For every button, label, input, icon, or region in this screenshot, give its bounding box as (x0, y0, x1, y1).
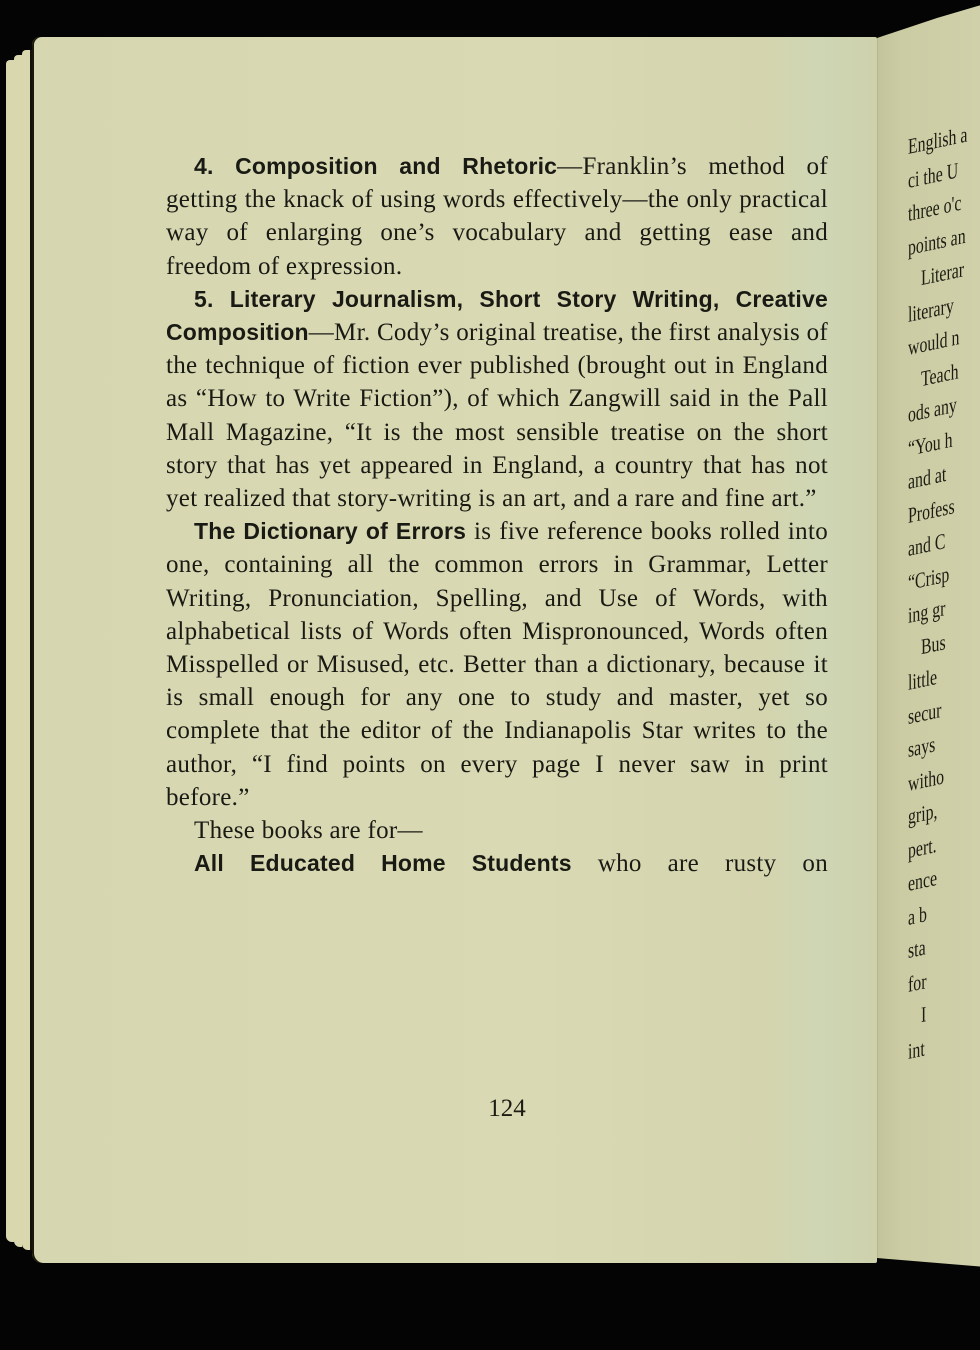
paragraph-body: —Mr. Cody’s original treatise, the first analysis of the technique of fiction ever published (brought out in England as “How to Write Fiction”), of which Zangwill said in the Pall Mall Magazine, “It is the most sensible treatise on the short story that has yet appeared in England, a country that has not yet realized that story-writing is an art, and a rare and fine art.” (166, 319, 828, 513)
right-page-line: grip, (908, 797, 938, 829)
paragraph-these-books (166, 814, 828, 847)
right-page-line: English a (908, 121, 968, 159)
right-page-line: sta (908, 934, 926, 963)
paragraph-body: who are rusty on (571, 850, 829, 878)
paragraph-heading: The Dictionary of Errors (194, 518, 467, 545)
right-page-line: int (908, 1034, 925, 1064)
paragraph-heading: 4. Composition and Rhetoric (194, 153, 558, 179)
right-page-line: ci the U (908, 156, 959, 193)
right-page-line: Profess (908, 492, 955, 528)
right-page-line: would n (908, 324, 960, 360)
right-page-line: and at (908, 460, 947, 494)
right-page-line: Bus (920, 628, 946, 659)
right-page-line: “Crisp (908, 560, 950, 595)
right-page-line: pert. (908, 831, 937, 863)
right-page-line: ods any (908, 391, 957, 427)
page-number: 124 (488, 1095, 526, 1122)
paragraph-body: These books are for— (194, 817, 423, 845)
left-page-text (166, 150, 828, 880)
paragraph-home-students (166, 847, 828, 880)
right-page-line: ing gr (908, 595, 946, 628)
right-page-text-fragment (908, 112, 980, 1068)
paragraph-composition-rhetoric (166, 150, 828, 283)
right-page-line: “You h (908, 426, 953, 461)
right-page-line: I (920, 1001, 927, 1028)
paragraph-heading: 5. Literary Journalism, Short Story Writing, Creative Composition (166, 285, 828, 346)
paragraph-body: —Franklin’s method of getting the knack of using words effectively—the only practical way of enlarging one’s vocabulary and getting ease and freedom of expression. (166, 153, 828, 280)
right-page-line: for (908, 967, 927, 997)
right-page-line: witho (908, 762, 945, 796)
paragraph-literary-journalism (166, 283, 828, 515)
right-page-line: and C (908, 528, 946, 561)
right-page-line: secur (908, 696, 942, 729)
paragraph-heading: All Educated Home Students (194, 850, 572, 877)
right-page-line: Teach (920, 357, 959, 391)
right-page-line: says (908, 731, 936, 762)
right-page-line: literary (908, 291, 954, 327)
right-page-line: Literar (920, 256, 965, 291)
right-page-line: little (908, 663, 938, 695)
right-page-line: a b (908, 900, 927, 930)
page-edge (22, 50, 32, 1250)
right-page-line: three o'c (908, 189, 962, 226)
paragraph-dictionary-of-errors (166, 515, 828, 814)
right-page-line: ence (908, 864, 938, 896)
right-page-line: points an (908, 222, 966, 260)
paragraph-body: is five reference books rolled into one, containing all the common errors in Grammar, Letter Writing, Pronunciation, Spelling, and Use of Words, with alphabetical lists of Words often Mispronounced, Words often Misspelled or Misused, etc. Better than a dictionary, because it is small enough for any one to study and master, yet so complete that the editor of the Indianapolis Star writes to the author, “I find points on every page I never saw in print before.” (166, 518, 828, 811)
